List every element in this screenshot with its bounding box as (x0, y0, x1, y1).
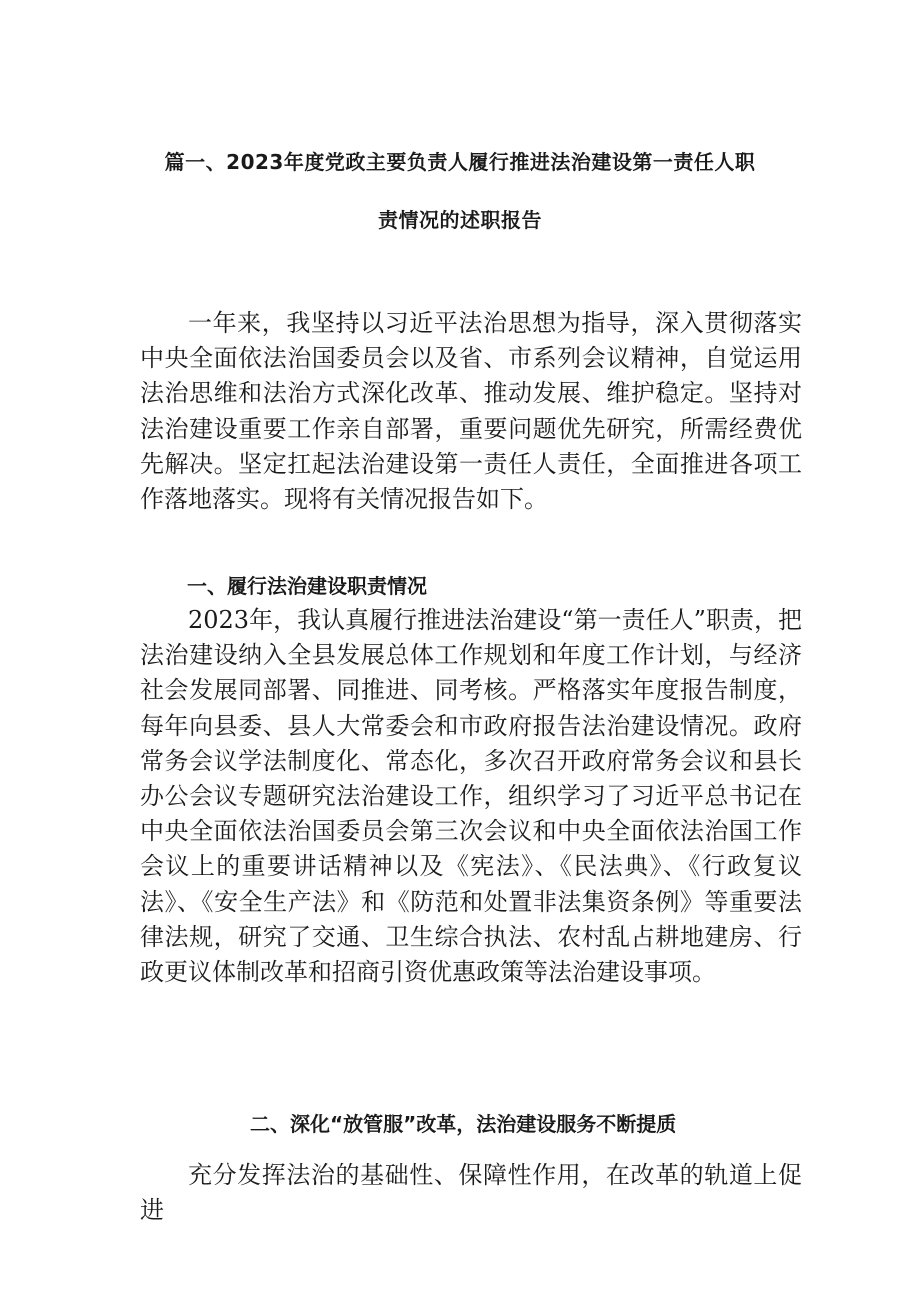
section-heading-1: 一、履行法治建设职责情况 (187, 574, 427, 598)
section-heading-2: 二、深化“放管服”改革，法治建设服务不断提质 (250, 1112, 677, 1136)
paragraph-section-2: 充分发挥法治的基础性、保障性作用，在改革的轨道上促进 (140, 1161, 802, 1225)
document-title-line-2: 责情况的述职报告 (378, 208, 542, 232)
paragraph-intro: 一年来，我坚持以习近平法治思想为指导，深入贯彻落实中央全面依法治国委员会以及省、市系列会议精神，自觉运用法治思维和法治方式深化改革、推动发展、维护稳定。坚持对法治建设重要工作亲自部署，重要问题优先研究，所需经费优先解决。坚定扛起法治建设第一责任人责任，全面推进各项工作落地落实。现将有关情况报告如下。 (140, 309, 802, 514)
paragraph-section-1: 2023年，我认真履行推进法治建设“第一责任人”职责，把法治建设纳入全县发展总体工作规划和年度工作计划，与经济社会发展同部署、同推进、同考核。严格落实年度报告制度，每年向县委、县人大常委会和市政府报告法治建设情况。政府常务会议学法制度化、常态化，多次召开政府常务会议和县长办公会议专题研究法治建设工作，组织学习了习近平总书记在中央全面依法治国委员会第三次会议和中央全面依法治国工作会议上的重要讲话精神以及《宪法》、《民法典》、《行政复议法》、《安全生产法》和《防范和处置非法集资条例》等重要法律法规，研究了交通、卫生综合执法、农村乱占耕地建房、行政更议体制改革和招商引资优惠政策等法治建设事项。 (140, 606, 802, 987)
document-title-line-1: 篇一、2023年度党政主要负责人履行推进法治建设第一责任人职 (164, 150, 756, 174)
